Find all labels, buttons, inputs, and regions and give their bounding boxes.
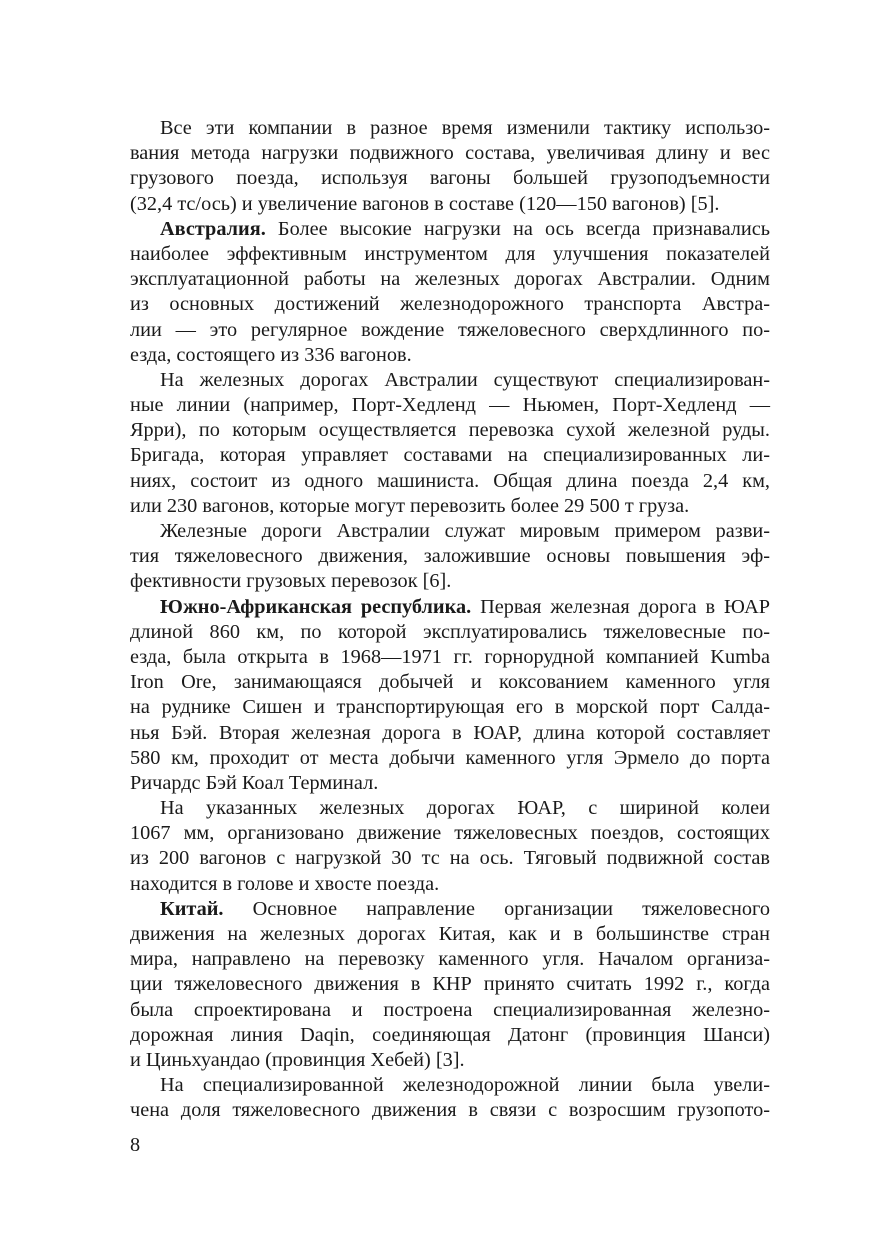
paragraph bbox=[130, 217, 770, 368]
paragraph bbox=[130, 796, 770, 897]
text-line: 1067 мм, организовано движение тяжеловесных поездов, состоящих bbox=[130, 822, 770, 845]
text-line: и Циньхуандао (провинция Хебей) [3]. bbox=[130, 1048, 465, 1071]
text-line: дорожная линия Daqin, соединяющая Датонг (провинция Шанси) bbox=[130, 1023, 770, 1046]
text-line: длиной 860 км, по которой эксплуатировались тяжеловесные по- bbox=[130, 620, 770, 643]
text-line: или 230 вагонов, которые могут перевозить более 29 500 т груза. bbox=[130, 494, 690, 517]
text-line bbox=[130, 897, 770, 922]
page-body bbox=[130, 116, 770, 1124]
text-line: из основных достижений железнодорожного транспорта Австра- bbox=[130, 293, 770, 316]
text-line: фективности грузовых перевозок [6]. bbox=[130, 570, 452, 593]
text-line bbox=[130, 217, 770, 242]
text-line: ции тяжеловесного движения в КНР принято считать 1992 г., когда bbox=[130, 973, 770, 996]
text-line: Iron Ore, занимающаяся добычей и коксованием каменного угля bbox=[130, 671, 770, 694]
text-line: из 200 вагонов с нагрузкой 30 тс на ось. Тяговый подвижной состав bbox=[130, 847, 770, 870]
text-line: Ричардс Бэй Коал Терминал. bbox=[130, 771, 379, 794]
text-line: На железных дорогах Австралии существуют специализирован- bbox=[160, 368, 770, 391]
text-line: чена доля тяжеловесного движения в связи с возросшим грузопото- bbox=[130, 1099, 770, 1122]
section-heading: Китай. bbox=[160, 897, 224, 920]
text-line: наиболее эффективным инструментом для улучшения показателей bbox=[130, 242, 770, 265]
page-number: 8 bbox=[130, 1134, 141, 1156]
paragraph bbox=[130, 1073, 770, 1123]
text-line: Бригада, которая управляет составами на специализированных ли- bbox=[130, 444, 770, 467]
text-line: На указанных железных дорогах ЮАР, с шириной колеи bbox=[160, 797, 770, 820]
paragraph bbox=[130, 595, 770, 797]
text-fragment: Более высокие нагрузки на ось всегда признавались bbox=[265, 217, 770, 240]
text-line: грузового поезда, используя вагоны большей грузоподъемности bbox=[130, 167, 770, 190]
section-heading: Австралия. bbox=[160, 217, 266, 240]
text-line: находится в голове и хвосте поезда. bbox=[130, 872, 440, 895]
text-line: мира, направлено на перевозку каменного угля. Началом организа- bbox=[130, 948, 770, 971]
text-line: Ярри), по которым осуществляется перевозка сухой железной руды. bbox=[130, 419, 770, 442]
section-heading: Южно-Африканская республика. bbox=[160, 595, 472, 618]
text-line: Железные дороги Австралии служат мировым примером разви- bbox=[160, 520, 770, 542]
text-line: (32,4 тс/ось) и увеличение вагонов в составе (120—150 вагонов) [5]. bbox=[130, 192, 720, 215]
paragraph bbox=[130, 116, 770, 217]
text-line: Все эти компании в разное время изменили тактику использо- bbox=[160, 117, 770, 139]
text-line: 580 км, проходит от места добычи каменного угля Эрмело до порта bbox=[130, 746, 770, 769]
text-line: ные линии (например, Порт-Хедленд — Ньюмен, Порт-Хедленд — bbox=[130, 394, 770, 417]
text-line: езда, состоящего из 336 вагонов. bbox=[130, 343, 412, 366]
text-line: на руднике Сишен и транспортирующая его в морской порт Салда- bbox=[130, 696, 770, 719]
text-line: ниях, состоит из одного машиниста. Общая длина поезда 2,4 км, bbox=[130, 469, 770, 492]
text-line: была спроектирована и построена специализированная железно- bbox=[130, 998, 770, 1021]
text-line bbox=[130, 595, 770, 620]
text-line: нья Бэй. Вторая железная дорога в ЮАР, длина которой составляет bbox=[130, 721, 770, 744]
paragraph bbox=[130, 519, 770, 595]
text-line: движения на железных дорогах Китая, как и в большинстве стран bbox=[130, 923, 770, 945]
text-line: езда, была открыта в 1968—1971 гг. горнорудной компанией Kumba bbox=[130, 645, 770, 668]
text-line: На специализированной железнодорожной линии была увели- bbox=[160, 1074, 770, 1097]
text-fragment: Первая железная дорога в ЮАР bbox=[471, 595, 770, 618]
paragraph bbox=[130, 897, 770, 1073]
text-line: тия тяжеловесного движения, заложившие основы повышения эф- bbox=[130, 545, 770, 568]
text-line: лии — это регулярное вождение тяжеловесного сверхдлинного по- bbox=[130, 318, 770, 341]
text-fragment: Основное направление организации тяжеловесного bbox=[223, 897, 770, 920]
text-line: вания метода нагрузки подвижного состава, увеличивая длину и вес bbox=[130, 142, 770, 165]
text-line: эксплуатационной работы на железных дорогах Австралии. Одним bbox=[130, 268, 770, 291]
paragraph bbox=[130, 368, 770, 519]
